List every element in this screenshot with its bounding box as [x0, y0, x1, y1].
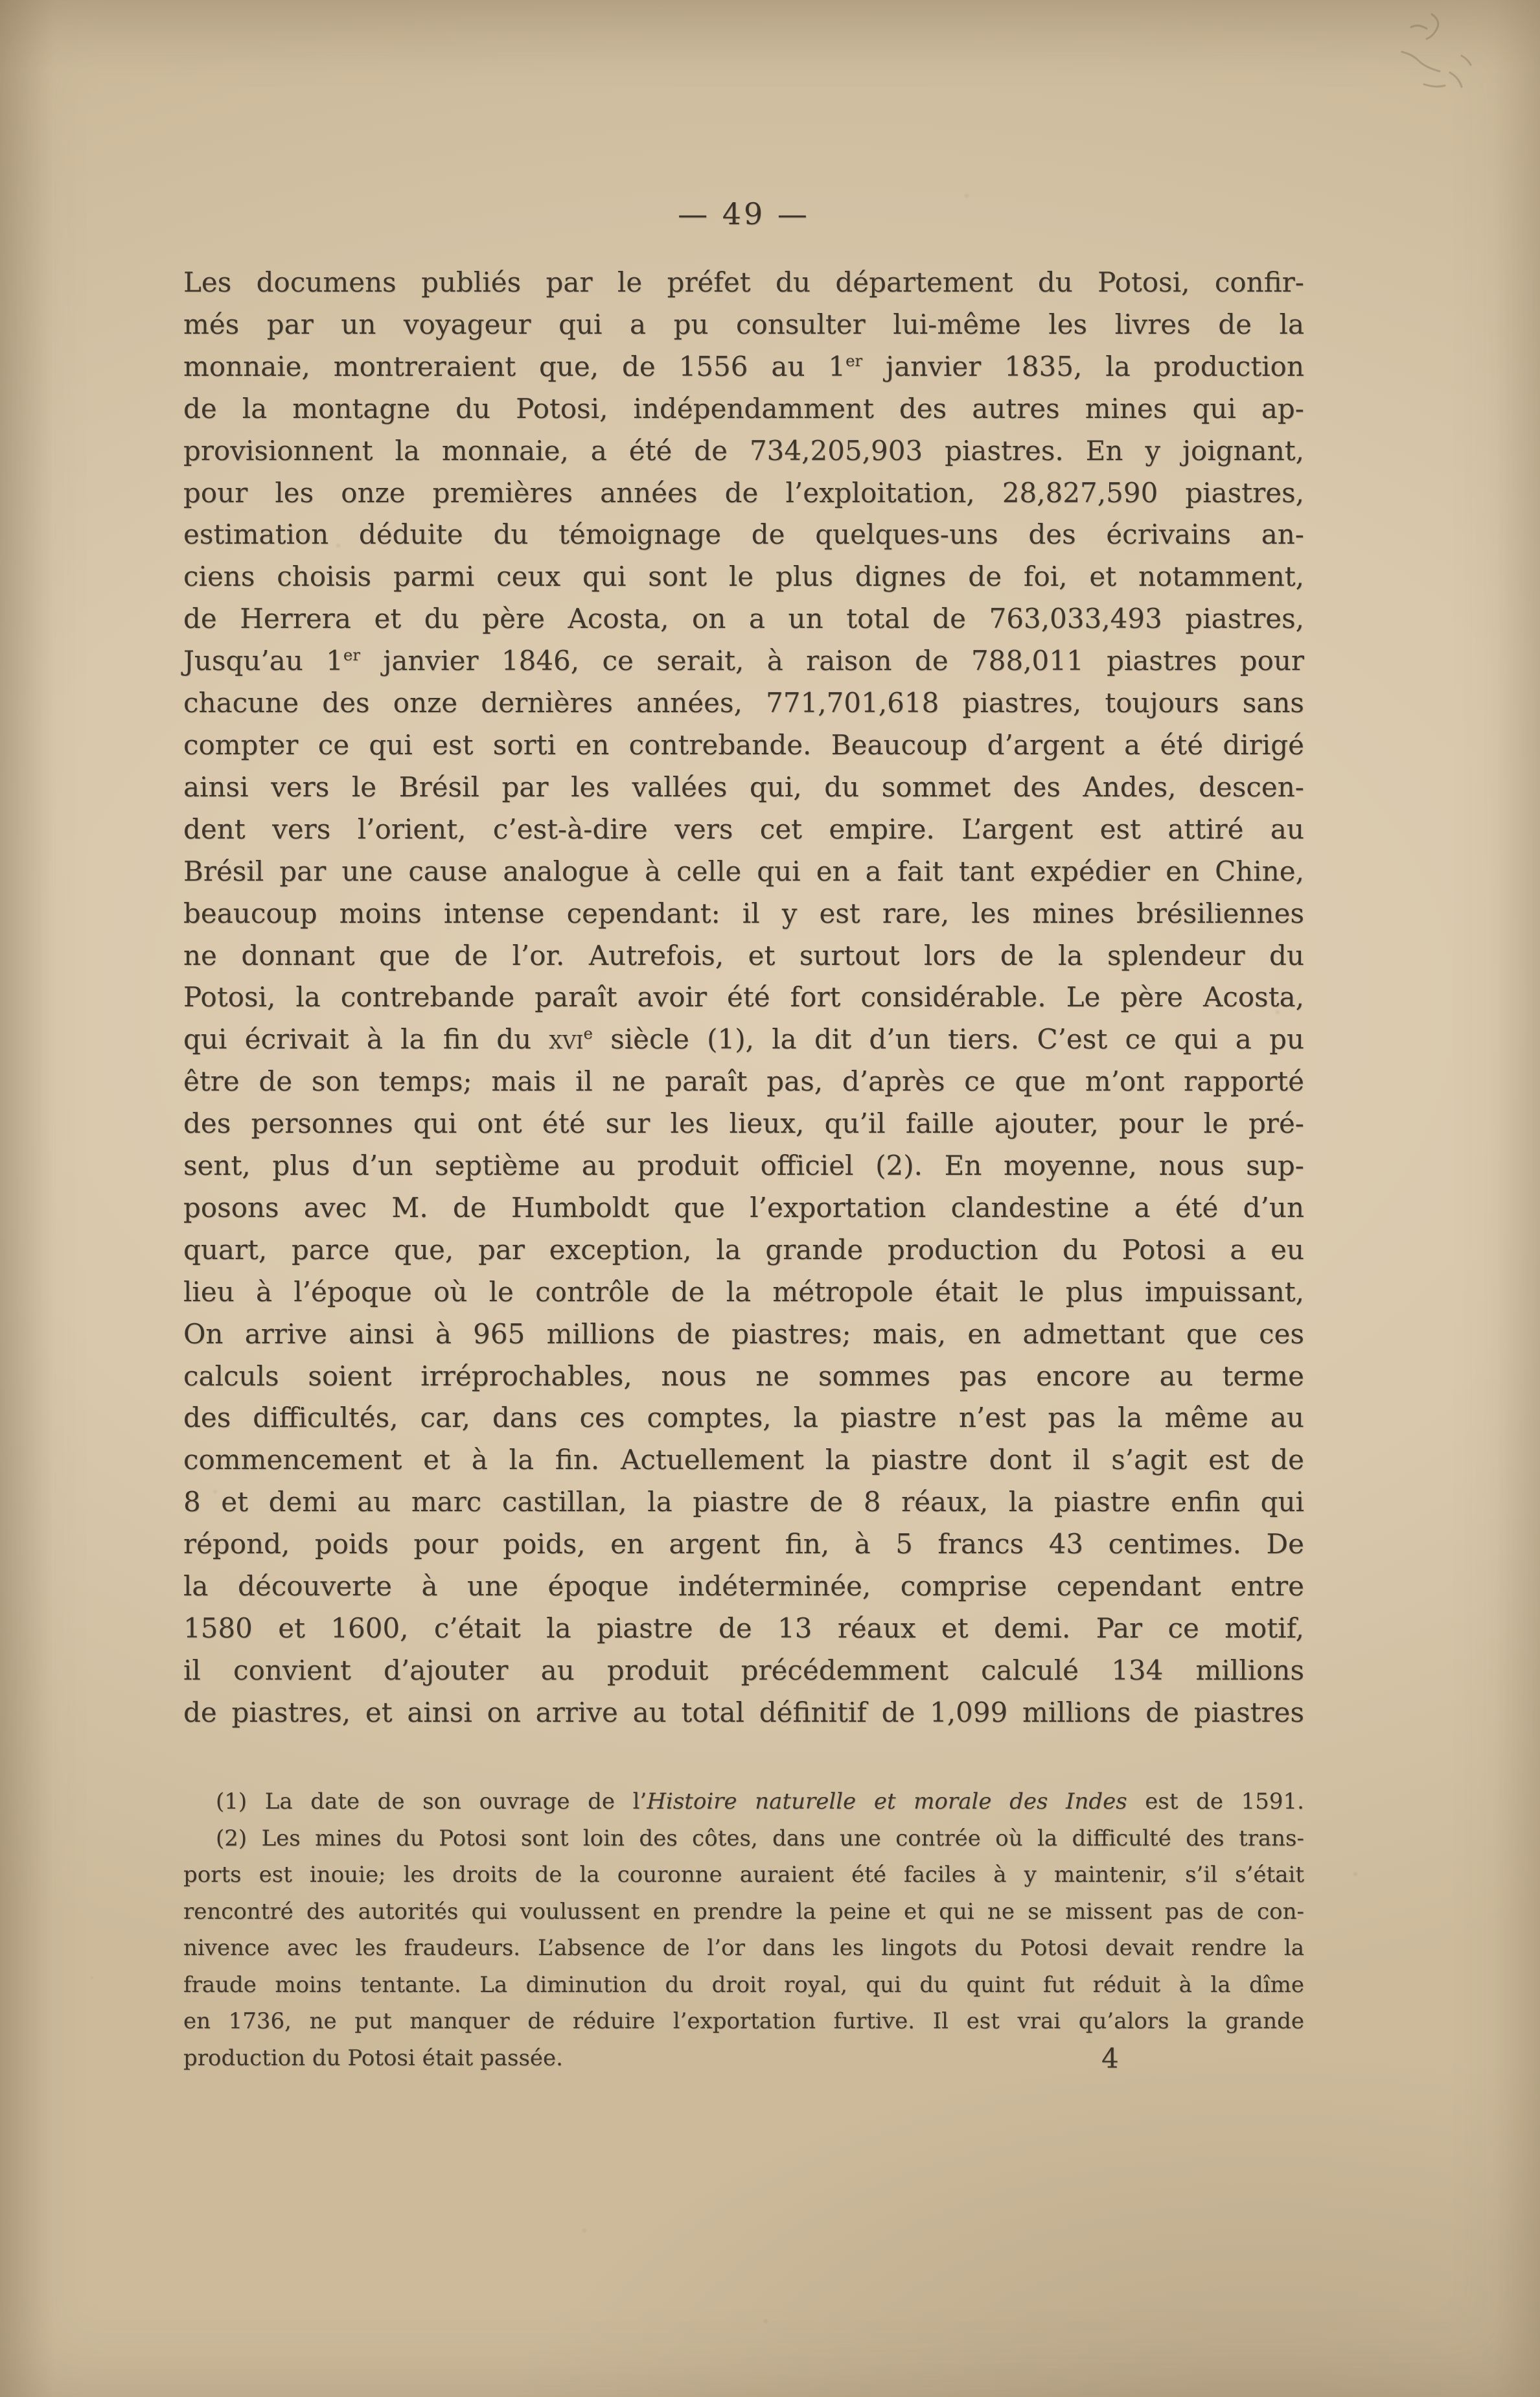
text-line: (1) La date de son ouvrage de l’Histoire naturelle et morale des Indes est de 1591.: [216, 1789, 1304, 1814]
text-line: més par un voyageur qui a pu consulter lui-même les livres de la: [183, 308, 1304, 340]
text-line: chacune des onze dernières années, 771,701,618 piastres, toujours sans: [183, 687, 1304, 719]
text-line: en 1736, ne put manquer de réduire l’exportation furtive. Il est vrai qu’alors la grande: [183, 2008, 1304, 2034]
text-line: il convient d’ajouter au produit précédemment calculé 134 millions: [183, 1654, 1304, 1686]
text-line: Jusqu’au 1er janvier 1846, ce serait, à raison de 788,011 piastres pour: [183, 645, 1305, 677]
page-number: — 49 —: [678, 196, 810, 231]
text-line: fraude moins tentante. La diminution du droit royal, qui du quint fut réduit à la dîme: [183, 1971, 1304, 1998]
text-line: sent, plus d’un septième au produit officiel (2). En moyenne, nous sup-: [183, 1150, 1304, 1182]
text-line: Brésil par une cause analogue à celle qui en a fait tant expédier en Chine,: [183, 855, 1304, 887]
text-line: On arrive ainsi à 965 millions de piastres; mais, en admettant que ces: [183, 1317, 1304, 1350]
text-line: de Herrera et du père Acosta, on a un total de 763,033,493 piastres,: [183, 603, 1304, 635]
text-line: la découverte à une époque indéterminée, comprise cependant entre: [183, 1570, 1304, 1603]
text-line: dent vers l’orient, c’est-à-dire vers cet empire. L’argent est attiré au: [183, 813, 1304, 845]
text-line: provisionnent la monnaie, a été de 734,205,903 piastres. En y joignant,: [183, 434, 1304, 467]
text-line: production du Potosi était passée.: [183, 2044, 563, 2071]
text-line: ports est inouie; les droits de la couronne auraient été faciles à y maintenir, s’il s’était: [183, 1862, 1304, 1888]
text-line: calculs soient irréprochables, nous ne sommes pas encore au terme: [183, 1360, 1304, 1392]
text-line: compter ce qui est sorti en contrebande. Beaucoup d’argent a été dirigé: [183, 728, 1304, 761]
text-line: qui écrivait à la fin du xvi$^e$ siècle (1), la dit d’un tiers. C’est ce qui a pu: [183, 1023, 1305, 1056]
text-line: être de son temps; mais il ne paraît pas, d’après ce que m’ont rapporté: [183, 1065, 1304, 1098]
text-line: posons avec M. de Humboldt que l’exportation clandestine a été d’un: [183, 1191, 1304, 1223]
text-line: des personnes qui ont été sur les lieux, qu’il faille ajouter, pour le pré-: [183, 1107, 1304, 1140]
paper-speckles: [0, 0, 3, 3]
text-line: ne donnant que de l’or. Autrefois, et surtout lors de la splendeur du: [183, 939, 1304, 971]
text-line: ainsi vers le Brésil par les vallées qui, du sommet des Andes, descen-: [183, 770, 1304, 803]
text-line: de piastres, et ainsi on arrive au total définitif de 1,099 millions de piastres: [183, 1696, 1304, 1728]
footnotes: [183, 1783, 1304, 2076]
text-line: nivence avec les fraudeurs. L’absence de l’or dans les lingots du Potosi devait rendre la: [183, 1935, 1304, 1961]
text-line: commencement et à la fin. Actuellement la piastre dont il s’agit est de: [183, 1444, 1304, 1476]
text-line: des difficultés, car, dans ces comptes, la piastre n’est pas la même au: [183, 1402, 1304, 1434]
text-line: monnaie, montreraient que, de 1556 au 1er janvier 1835, la production: [183, 350, 1304, 382]
text-line: pour les onze premières années de l’exploitation, 28,827,590 piastres,: [183, 476, 1304, 509]
text-line: beaucoup moins intense cependant: il y est rare, les mines brésiliennes: [183, 897, 1304, 929]
text-line: répond, poids pour poids, en argent fin, à 5 francs 43 centimes. De: [183, 1528, 1304, 1560]
text-line: Les documens publiés par le préfet du département du Potosi, confir-: [183, 266, 1304, 298]
text-line: ciens choisis parmi ceux qui sont le plus dignes de foi, et notamment,: [183, 561, 1304, 593]
text-line: quart, parce que, par exception, la grande production du Potosi a eu: [183, 1233, 1304, 1266]
text-line: de la montagne du Potosi, indépendamment des autres mines qui ap-: [183, 392, 1304, 424]
pencil-marks: [1335, 0, 1529, 168]
text-line: (2) Les mines du Potosi sont loin des côtes, dans une contrée où la difficulté des trans-: [216, 1825, 1304, 1851]
text-line: estimation déduite du témoignage de quelques-uns des écrivains an-: [183, 518, 1304, 551]
signature-mark: 4: [1101, 2043, 1119, 2074]
text-line: lieu à l’époque où le contrôle de la métropole était le plus impuissant,: [183, 1275, 1304, 1308]
text-line: rencontré des autorités qui voulussent en prendre la peine et qui ne se missent pas de con-: [183, 1898, 1304, 1925]
text-line: Potosi, la contrebande paraît avoir été fort considérable. Le père Acosta,: [183, 981, 1304, 1013]
text-line: 8 et demi au marc castillan, la piastre de 8 réaux, la piastre enfin qui: [183, 1486, 1304, 1518]
main-paragraph: [183, 262, 1304, 1734]
text-line: 1580 et 1600, c’était la piastre de 13 réaux et demi. Par ce motif,: [183, 1612, 1304, 1644]
